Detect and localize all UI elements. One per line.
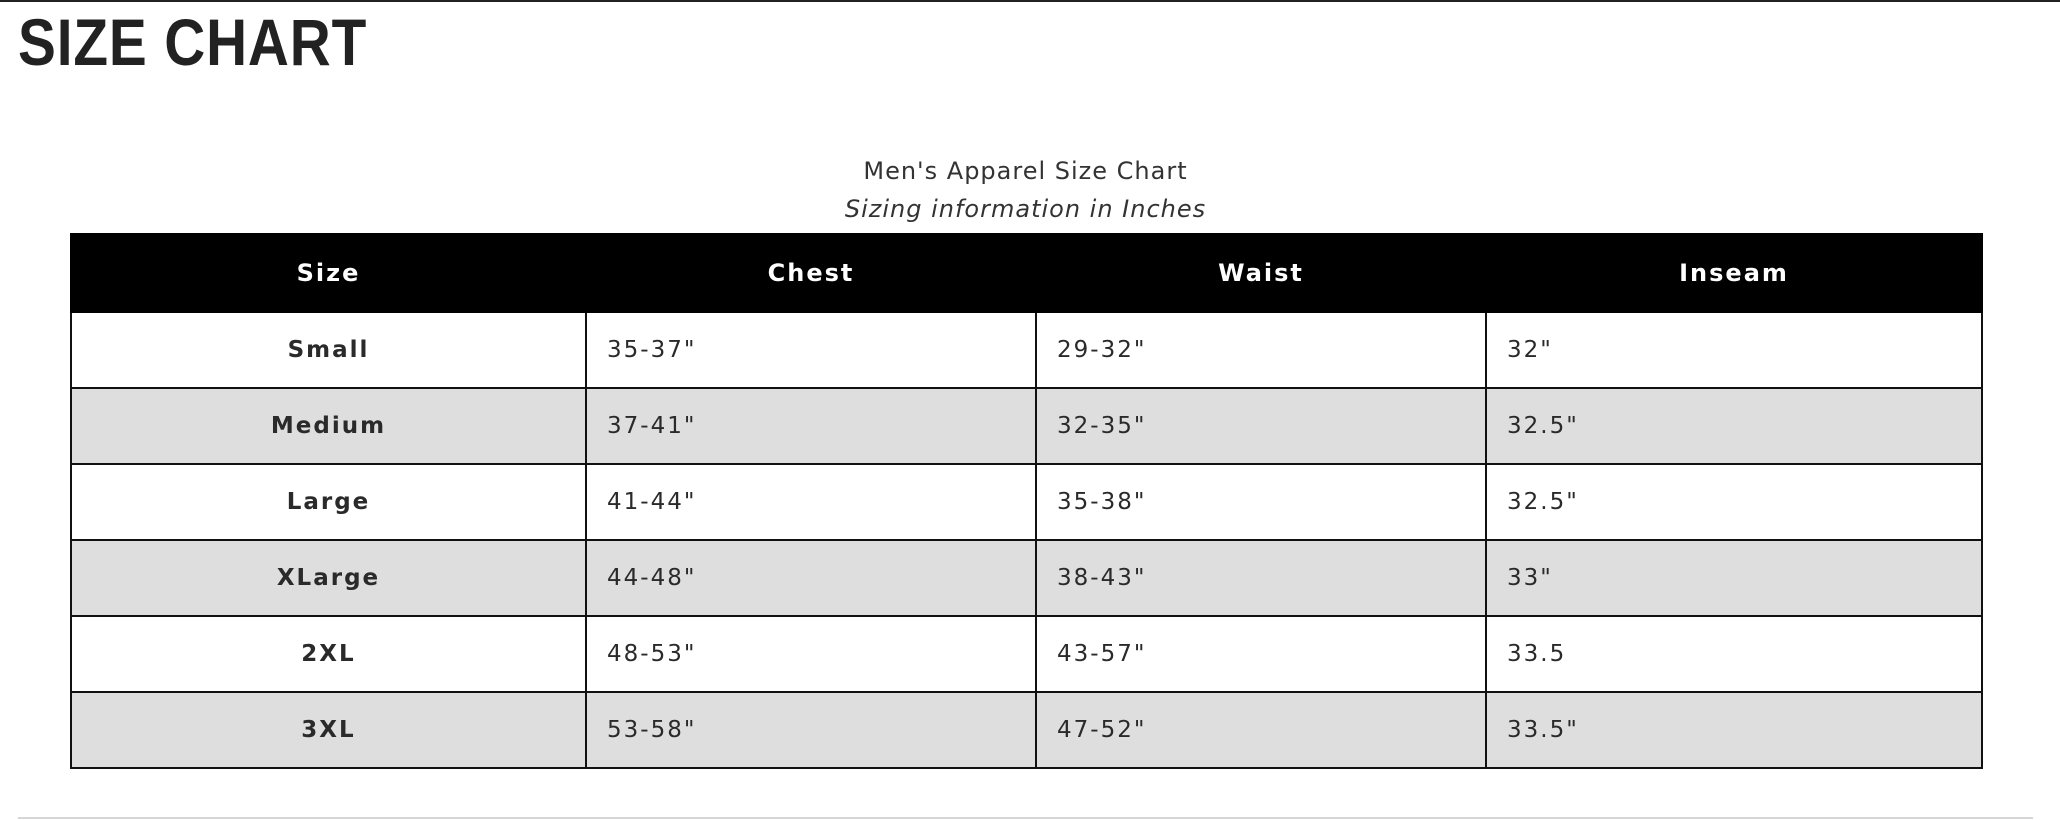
inseam-cell: 33" (1486, 540, 1982, 616)
chest-cell: 48-53" (586, 616, 1036, 692)
table-row (71, 312, 1982, 388)
waist-cell: 47-52" (1036, 692, 1486, 768)
waist-cell: 43-57" (1036, 616, 1486, 692)
table-subcaption: Sizing information in Inches (844, 195, 1207, 223)
waist-cell: 29-32" (1036, 312, 1486, 388)
bottom-divider (18, 817, 2033, 819)
chest-cell: 41-44" (586, 464, 1036, 540)
table-row (71, 692, 1982, 768)
waist-cell: 38-43" (1036, 540, 1486, 616)
table-caption: Men's Apparel Size Chart (863, 157, 1188, 185)
page-title: SIZE CHART (18, 5, 368, 79)
size-cell: 2XL (71, 616, 586, 692)
inseam-cell: 32" (1486, 312, 1982, 388)
chest-cell: 35-37" (586, 312, 1036, 388)
inseam-cell: 32.5" (1486, 388, 1982, 464)
size-cell: Small (71, 312, 586, 388)
inseam-cell: 33.5 (1486, 616, 1982, 692)
waist-cell: 32-35" (1036, 388, 1486, 464)
header-inseam: Inseam (1486, 234, 1982, 312)
chest-cell: 53-58" (586, 692, 1036, 768)
waist-cell: 35-38" (1036, 464, 1486, 540)
table-header-row (71, 234, 1982, 312)
inseam-cell: 32.5" (1486, 464, 1982, 540)
header-chest: Chest (586, 234, 1036, 312)
size-cell: 3XL (71, 692, 586, 768)
table-row (71, 388, 1982, 464)
header-waist: Waist (1036, 234, 1486, 312)
top-divider (0, 0, 2060, 2)
chest-cell: 37-41" (586, 388, 1036, 464)
inseam-cell: 33.5" (1486, 692, 1982, 768)
header-size: Size (71, 234, 586, 312)
size-table (70, 233, 1983, 769)
size-cell: XLarge (71, 540, 586, 616)
chest-cell: 44-48" (586, 540, 1036, 616)
size-cell: Large (71, 464, 586, 540)
table-row (71, 464, 1982, 540)
table-row (71, 540, 1982, 616)
table-row (71, 616, 1982, 692)
size-cell: Medium (71, 388, 586, 464)
